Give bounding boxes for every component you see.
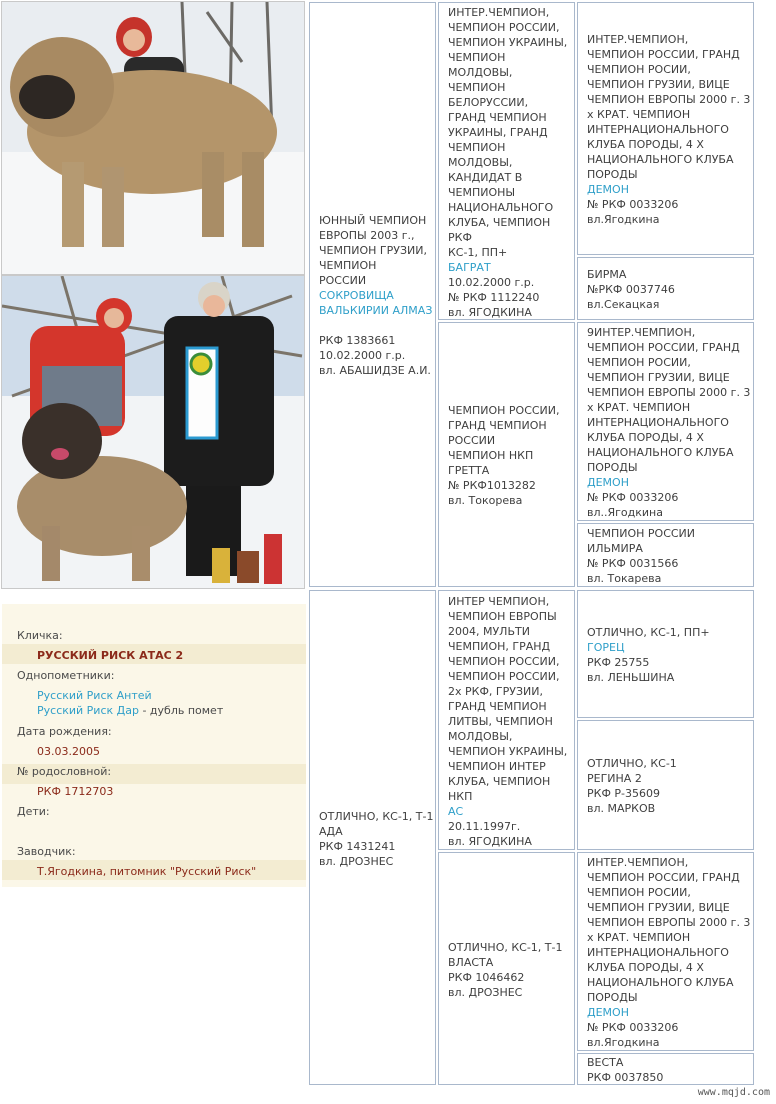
- kids-label: Дети:: [17, 805, 50, 818]
- name-label: Кличка:: [17, 629, 63, 642]
- pedigree-sire-sire: ИНТЕР.ЧЕМПИОН, ЧЕМПИОН РОССИИ, ЧЕМПИОН УКРАИНЫ, ЧЕМПИОН МОЛДОВЫ, ЧЕМПИОН БЕЛОРУССИИ, ГРАНД ЧЕМПИОН УКРАИНЫ, ГРАНД ЧЕМПИОН МОЛДОВЫ, КАНДИДАТ В ЧЕМПИОНЫ НАЦИОНАЛЬНОГО КЛУБА, ЧЕМПИОН РКФ КС-1, ПП+ БАГРАТ 10.02.2000 г.р. № РКФ 1112240 вл. ЯГОДКИНА: [438, 2, 575, 320]
- dob-label: Дата рождения:: [17, 725, 112, 738]
- dog-photo-top: [1, 1, 305, 275]
- watermark: www.mqjd.com: [697, 1087, 770, 1098]
- sibling-link-dar[interactable]: Русский Риск Дар: [37, 704, 139, 717]
- pedigree-sire-dam: ЧЕМПИОН РОССИИ, ГРАНД ЧЕМПИОН РОССИИ ЧЕМПИОН НКП ГРЕТТА № РКФ1013282 вл. Токорева: [438, 322, 575, 587]
- pedigree-ssd: БИРМА №РКФ 0037746 вл.Секацкая: [577, 257, 754, 320]
- pedigree-value: РКФ 1712703: [37, 785, 114, 798]
- as-link[interactable]: АС: [448, 804, 464, 818]
- pedigree-sire: ЮННЫЙ ЧЕМПИОН ЕВРОПЫ 2003 г., ЧЕМПИОН ГРУЗИИ, ЧЕМПИОН РОССИИ СОКРОВИЩА ВАЛЬКИРИИ АЛМАЗ РКФ 1383661 10.02.2000 г.р. вл. АБАШИДЗЕ А.И.: [309, 2, 436, 587]
- gorets-link[interactable]: ГОРЕЦ: [587, 641, 625, 654]
- pedigree-ddd: ВЕСТА РКФ 0037850: [577, 1053, 754, 1085]
- demon-link-3[interactable]: ДЕМОН: [587, 1006, 629, 1019]
- sire-name-link[interactable]: СОКРОВИЩА ВАЛЬКИРИИ АЛМАЗ: [319, 289, 433, 317]
- gretta-name: ГРЕТТА: [448, 464, 490, 477]
- dam-name: АДА: [319, 824, 343, 838]
- breeder-label: Заводчик:: [17, 845, 76, 858]
- dog-info-panel: [2, 604, 306, 887]
- pedigree-dam-dam: ОТЛИЧНО, КС-1, Т-1 ВЛАСТА РКФ 1046462 вл. ДРОЗНЕС: [438, 852, 575, 1085]
- dog-photo-bottom: [1, 275, 305, 589]
- dog-name: РУССКИЙ РИСК АТАС 2: [37, 649, 184, 662]
- pedigree-dss: ОТЛИЧНО, КС-1, ПП+ ГОРЕЦ РКФ 25755 вл. ЛЕНЬШИНА: [577, 590, 754, 718]
- pedigree-label: № родословной:: [17, 765, 112, 778]
- vlasta-name: ВЛАСТА: [448, 955, 494, 969]
- pedigree-dds: ИНТЕР.ЧЕМПИОН, ЧЕМПИОН РОССИИ, ГРАНД ЧЕМПИОН РОСИИ, ЧЕМПИОН ГРУЗИИ, ВИЦЕ ЧЕМПИОН ЕВРОПЫ 2000 г. 3 х КРАТ. ЧЕМПИОН ИНТЕРНАЦИОНАЛЬНОГО КЛУБА ПОРОДЫ, 4 Х НАЦИОНАЛЬНОГО КЛУБА ПОРОДЫ ДЕМОН № РКФ 0033206 вл.Ягодкина: [577, 852, 754, 1051]
- pedigree-sss: ИНТЕР.ЧЕМПИОН, ЧЕМПИОН РОССИИ, ГРАНД ЧЕМПИОН РОСИИ, ЧЕМПИОН ГРУЗИИ, ВИЦЕ ЧЕМПИОН ЕВРОПЫ 2000 г. 3 х КРАТ. ЧЕМПИОН ИНТЕРНАЦИОНАЛЬНОГО КЛУБА ПОРОДЫ, 4 Х НАЦИОНАЛЬНОГО КЛУБА ПОРОДЫ ДЕМОН № РКФ 0033206 вл.Ягодкина: [577, 2, 754, 255]
- breeder-value: Т.Ягодкина, питомник "Русский Риск": [37, 865, 257, 878]
- dob-value: 03.03.2005: [37, 745, 100, 758]
- pedigree-dam: ОТЛИЧНО, КС-1, Т-1 АДА РКФ 1431241 вл. ДРОЗНЕС: [309, 590, 436, 1085]
- pedigree-dsd: ОТЛИЧНО, КС-1 РЕГИНА 2 РКФ Р-35609 вл. МАРКОВ: [577, 720, 754, 850]
- sibling-link-antey[interactable]: Русский Риск Антей: [37, 689, 152, 702]
- sibling-note: - дубль помет: [138, 704, 224, 717]
- pedigree-sdd: ЧЕМПИОН РОССИИ ИЛЬМИРА № РКФ 0031566 вл. Токарева: [577, 523, 754, 587]
- bagrat-link[interactable]: БАГРАТ: [448, 260, 491, 274]
- demon-link-1[interactable]: ДЕМОН: [587, 183, 629, 196]
- pedigree-dam-sire: ИНТЕР ЧЕМПИОН, ЧЕМПИОН ЕВРОПЫ 2004, МУЛЬТИ ЧЕМПИОН, ГРАНД ЧЕМПИОН РОССИИ, ЧЕМПИОН РОССИИ, 2х РКФ, ГРУЗИИ, ГРАНД ЧЕМПИОН ЛИТВЫ, ЧЕМПИОН МОЛДОВЫ, ЧЕМПИОН УКРАИНЫ, ЧЕМПИОН ИНТЕР КЛУБА, ЧЕМПИОН НКП АС 20.11.1997г. вл. ЯГОДКИНА: [438, 590, 575, 850]
- litter-label: Однопометники:: [17, 669, 115, 682]
- demon-link-2[interactable]: ДЕМОН: [587, 476, 629, 489]
- pedigree-sds: 9ИНТЕР.ЧЕМПИОН, ЧЕМПИОН РОССИИ, ГРАНД ЧЕМПИОН РОСИИ, ЧЕМПИОН ГРУЗИИ, ВИЦЕ ЧЕМПИОН ЕВРОПЫ 2000 г. 3 х КРАТ. ЧЕМПИОН ИНТЕРНАЦИОНАЛЬНОГО КЛУБА ПОРОДЫ, 4 Х НАЦИОНАЛЬНОГО КЛУБА ПОРОДЫ ДЕМОН № РКФ 0033206 вл..Ягодкина: [577, 322, 754, 521]
